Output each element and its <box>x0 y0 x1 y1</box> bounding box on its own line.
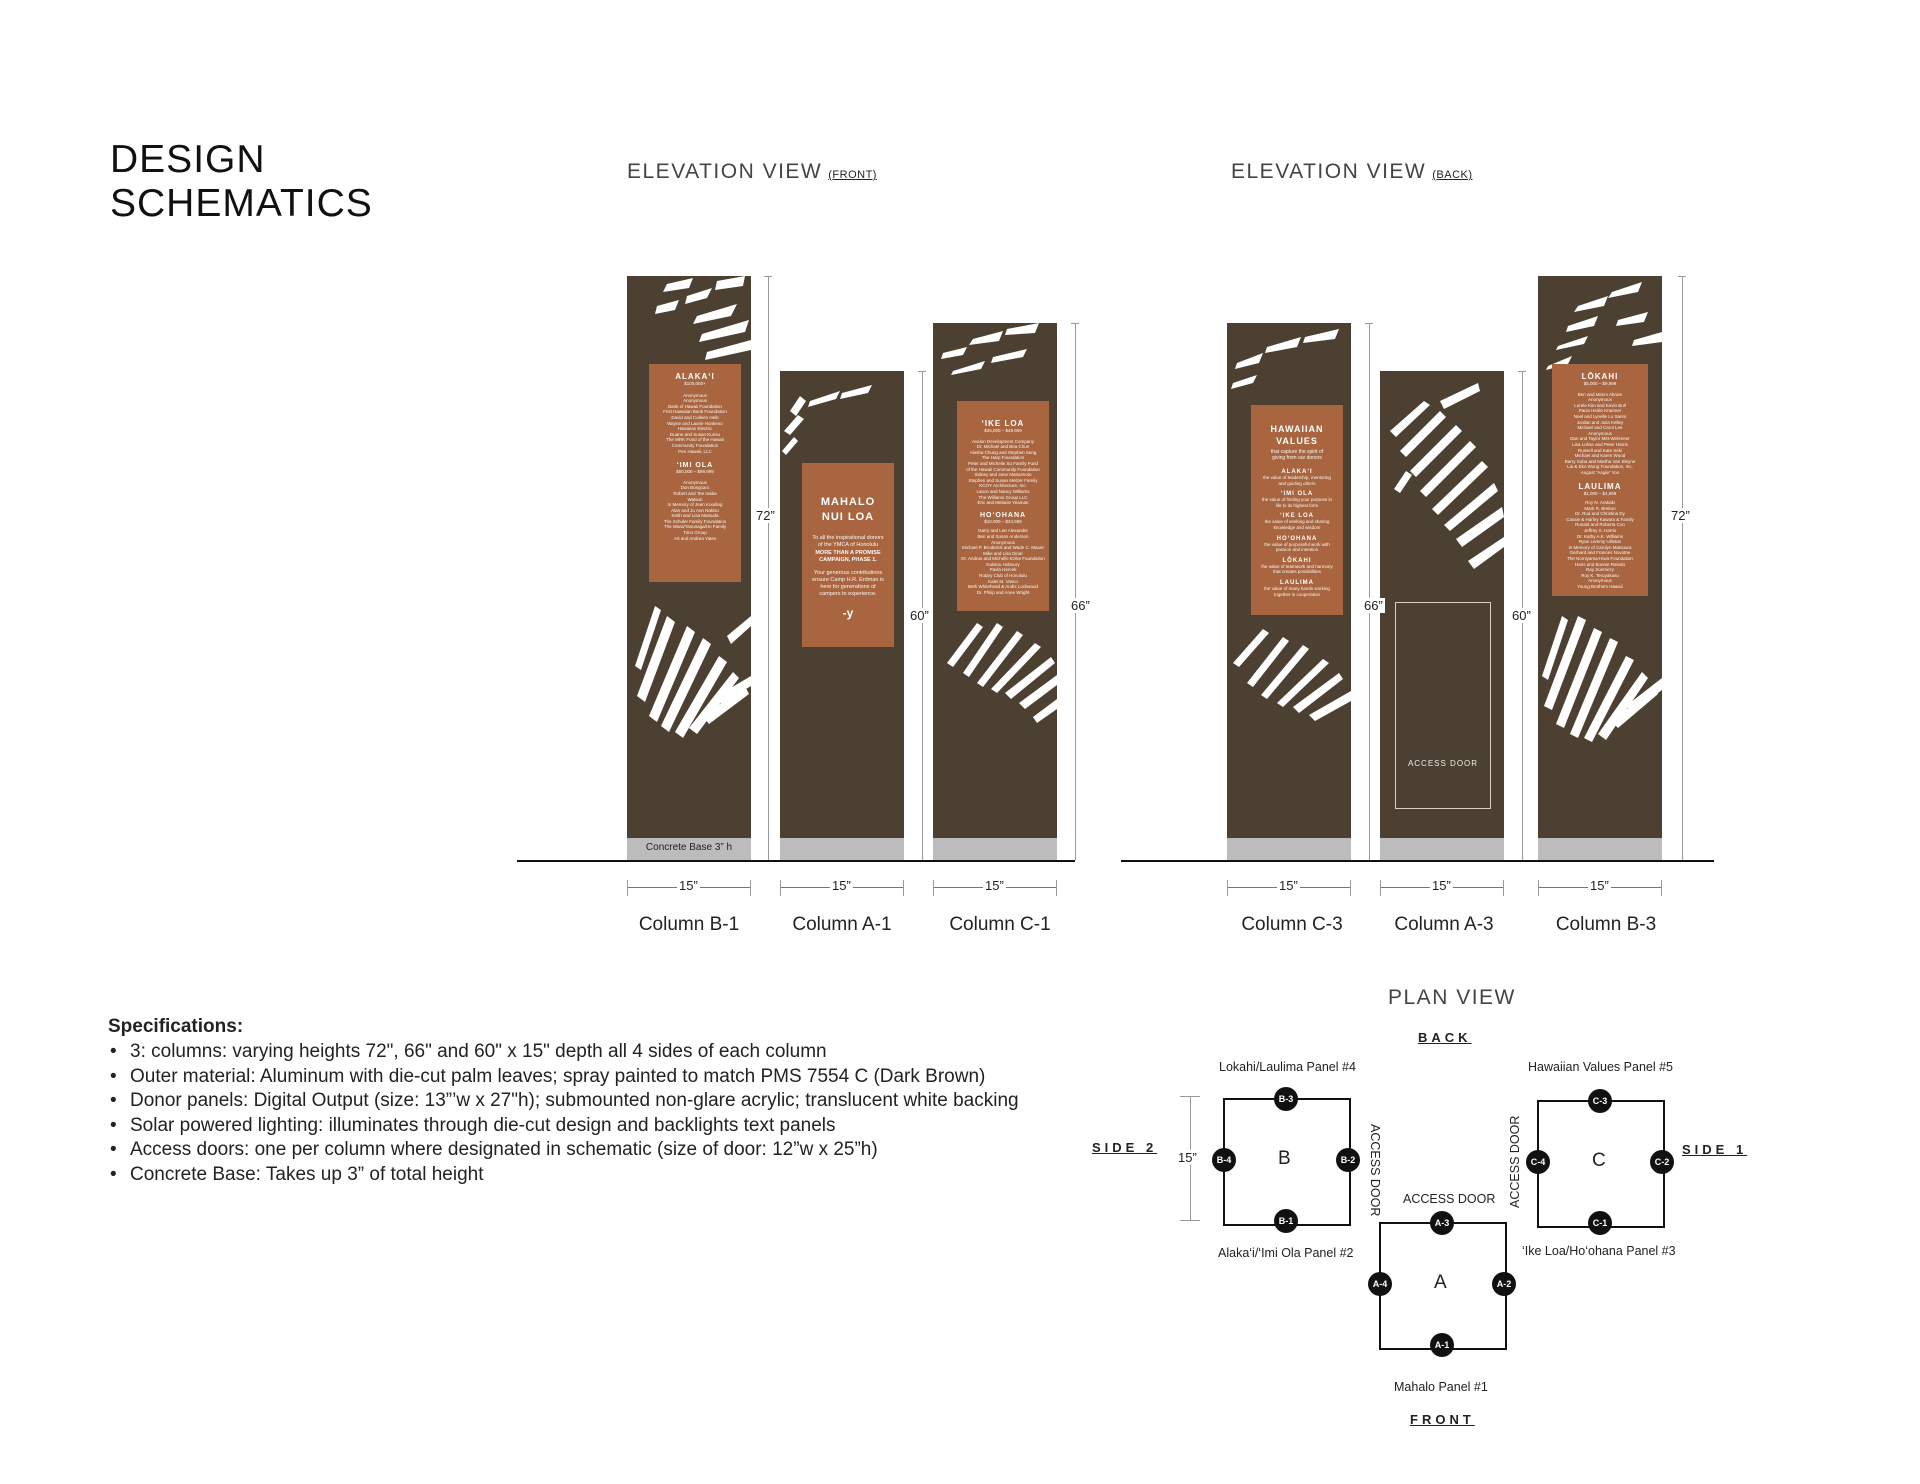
panel-names-ikeloa <box>957 439 1049 506</box>
panel-heading-hawaiian: HAWAIIAN <box>1270 424 1324 434</box>
donor-name: The Wara/Yasunaga/Ho Family <box>663 524 727 530</box>
width-dimension-tick <box>750 880 751 896</box>
height-dimension-tick <box>1365 323 1373 324</box>
donor-name: Ben and Susan Anderson <box>977 533 1029 539</box>
panel-heading-laulima: LAULIMA <box>1578 481 1622 491</box>
donor-name: Rotary Club of Honolulu <box>979 573 1027 579</box>
plan-side1-label: SIDE 1 <box>1682 1142 1748 1157</box>
column-name-c1: Column C-1 <box>949 914 1051 935</box>
value-desc: the value of purposeful work with passion and intention <box>1264 541 1330 553</box>
donor-name: Anonymous <box>1588 578 1612 584</box>
plan-square-a-letter: A <box>1434 1272 1447 1293</box>
width-dimension-tick <box>1503 880 1504 896</box>
panel-names-lokahi <box>1552 392 1648 476</box>
plan-side2-label: SIDE 2 <box>1092 1140 1158 1155</box>
spec-item: • Donor panels: Digital Output (size: 13”’w x 27"h); submounted non-glare acrylic; translucent white backing <box>108 1089 1019 1114</box>
value-desc: the value of teamwork and harmony that creates possibilities <box>1261 563 1333 575</box>
donor-name: The Nomiyama-Hiwa Foundation <box>1567 556 1633 562</box>
donor-name: Anonymous <box>683 392 707 398</box>
width-label-b3: 15” <box>1590 878 1609 893</box>
donor-name: Ben and Mimm Abram <box>1577 391 1623 397</box>
donor-name: Art and Andrea Yates <box>673 535 717 541</box>
specifications-list <box>108 1040 1019 1187</box>
node-b3: B-3 <box>1274 1087 1298 1111</box>
value-desc: the value of many hands working together in cooperation <box>1264 585 1330 597</box>
donor-name: Anonymous <box>991 539 1015 545</box>
donor-name: Ronald and Roberta Coo <box>1575 522 1625 528</box>
donor-name: Young Brothers Hawaii <box>1577 584 1623 589</box>
panel-heading-values: VALUES <box>1276 436 1318 446</box>
donor-name: Anonymous <box>683 479 707 485</box>
donor-name: Anonymous <box>1588 397 1612 403</box>
value-entry-laulima <box>1251 580 1343 597</box>
width-dimension-c3 <box>1227 876 1351 900</box>
donor-name: Watson <box>687 496 703 502</box>
panel-amount-lokahi: $5,000 – $9,999 <box>1583 381 1617 386</box>
front-elevation-title-text: ELEVATION VIEW <box>627 160 823 183</box>
width-dimension-tick <box>1380 880 1381 896</box>
panel-amount-alakai: $100,000+ <box>684 381 706 386</box>
donor-name: Ray Sonmezy <box>1585 567 1614 573</box>
access-door-a3 <box>1395 602 1491 809</box>
column-b3-back <box>1538 276 1662 838</box>
column-b1-front <box>627 276 751 838</box>
donor-name: Pavla Hercek <box>989 567 1017 573</box>
node-c1: C-1 <box>1588 1211 1612 1235</box>
donor-name: Ryan Lemmy Ullistan <box>1578 539 1622 545</box>
column-name-b1: Column B-1 <box>638 914 740 935</box>
plan-view-title: PLAN VIEW <box>1388 986 1516 1009</box>
donor-name: Eric and Melanie Yeaman <box>977 500 1029 506</box>
panel-text-mahalo-1: To all the inspirational donors of the YMCA of Honolulu <box>812 535 884 548</box>
height-dimension-tick <box>1071 323 1079 324</box>
value-name: ‘IMI OLA <box>1280 491 1314 498</box>
ymca-logo: -y <box>842 606 854 620</box>
donor-name: Sidney and Jane Matsumoto <box>974 472 1032 478</box>
page-title-line-1: DESIGN <box>110 138 266 181</box>
node-b2: B-2 <box>1336 1148 1360 1172</box>
node-a1: A-1 <box>1430 1333 1454 1357</box>
donor-name: August “Angie” Yoo <box>1580 469 1620 475</box>
donor-name: The Harp Foundation <box>981 455 1025 461</box>
value-entry-ikeloa <box>1251 513 1343 530</box>
value-desc: the value of finding your purpose in life to its highest form <box>1261 497 1333 508</box>
panel-text-mahalo-campaign: MORE THAN A PROMISE CAMPAIGN, PHASE 1. <box>815 550 881 563</box>
donor-panel-lokahi <box>1552 364 1648 596</box>
plan-access-door-b: ACCESS DOOR <box>1368 1124 1382 1217</box>
donor-name: Timo Group <box>683 530 707 536</box>
spec-item: • Outer material: Aluminum with die-cut palm leaves; spray painted to match PMS 7554 C (Dark Brown) <box>108 1065 1019 1090</box>
panel-values-subtitle: that capture the spirit of giving from our donors <box>1270 449 1324 461</box>
panel-names-alakai <box>649 393 741 455</box>
donor-name: David and Colleen Heib <box>671 414 719 420</box>
concrete-base-a3 <box>1380 838 1504 860</box>
donor-panel-ikeloa <box>957 401 1049 611</box>
donor-panel-hawaiian-values <box>1251 405 1343 615</box>
plan-access-door-a: ACCESS DOOR <box>1403 1192 1496 1206</box>
node-a2: A-2 <box>1492 1272 1516 1296</box>
width-dimension-b1 <box>627 876 751 900</box>
plan-dimension-label: 15” <box>1178 1150 1197 1165</box>
width-dimension-tick <box>1661 880 1662 896</box>
donor-name: Dr. Michael and Bea Chun <box>976 444 1030 450</box>
value-name: ALAKA‘I <box>1281 469 1313 475</box>
donor-name: Lorele Kim and Kevin Bull <box>1574 402 1626 408</box>
donor-panel-alakai <box>649 364 741 582</box>
height-label-b1: 72” <box>756 508 775 523</box>
width-dimension-tick <box>903 880 904 896</box>
width-dimension-tick <box>1227 880 1228 896</box>
donor-name: Garry and Lee Alexander <box>977 528 1029 534</box>
donor-name: Lia & Eko Wong Foundation, Inc. <box>1567 464 1633 470</box>
width-dimension-tick <box>1538 880 1539 896</box>
spec-item: • Access doors: one per column where designated in schematic (size of door: 12”w x 25”h) <box>108 1138 1019 1163</box>
donor-name: Hans and Bonnie Reindo <box>1574 561 1626 567</box>
value-entry-lokahi <box>1251 558 1343 575</box>
node-c2: C-2 <box>1650 1150 1674 1174</box>
donor-name: Pen Hawaii, LLC <box>678 448 712 454</box>
donor-name: Mike and Lisa Dinar <box>983 550 1023 556</box>
panel-text-mahalo-2: Your generous contributions ensure Camp H.R. Erdman is here for generations of campers to experience. <box>812 570 884 597</box>
plan-access-door-c: ACCESS DOOR <box>1508 1115 1522 1208</box>
value-name: LAULIMA <box>1280 579 1314 586</box>
column-c3-back <box>1227 323 1351 838</box>
panel-label-lokahi-laulima: Lokahi/Laulima Panel #4 <box>1219 1060 1356 1074</box>
height-dimension-tick <box>918 371 926 372</box>
donor-name: Dr. Kathy A.K. Williams <box>1576 533 1623 539</box>
column-name-b3: Column B-3 <box>1555 914 1657 935</box>
panel-heading-hoohana: HO‘OHANA <box>979 511 1027 519</box>
column-name-c3: Column C-3 <box>1241 914 1343 935</box>
donor-name: Dr. Philip and Anne Wright <box>976 589 1030 595</box>
node-b1: B-1 <box>1274 1209 1298 1233</box>
donor-name: Dr. Rod and Christina Dy <box>1575 511 1625 517</box>
width-label-a3: 15” <box>1432 878 1451 893</box>
donor-name: Jeffrey S. Harris <box>1583 528 1617 534</box>
donor-name: Mark R. Brekon <box>1584 505 1616 511</box>
donor-name: Dr. Andrus and Michelle Ezike Foundation <box>961 556 1045 562</box>
value-name: HO‘OHANA <box>1276 535 1318 542</box>
height-dimension-tick <box>764 276 772 277</box>
donor-name: In Memory of Jean Kooding <box>667 502 723 508</box>
panel-label-ikeloa-hoohana: ‘Ike Loa/Ho‘ohana Panel #3 <box>1522 1244 1676 1258</box>
front-elevation-title <box>627 160 877 184</box>
width-label-a1: 15” <box>832 878 851 893</box>
panel-names-hoohana <box>957 528 1049 595</box>
page-title <box>110 138 373 226</box>
panel-label-alakai-imiola: Alaka‘i/‘Imi Ola Panel #2 <box>1218 1246 1354 1260</box>
column-c1-front <box>933 323 1057 838</box>
panel-label-mahalo: Mahalo Panel #1 <box>1394 1380 1488 1394</box>
donor-name: Roy K. Teruyakasu <box>1581 572 1619 578</box>
plan-dimension-tick <box>1180 1220 1200 1221</box>
height-label-b3: 72” <box>1671 508 1690 523</box>
height-label-a1: 60” <box>910 608 929 623</box>
donor-name: Roy N. Arakaki <box>1585 500 1615 506</box>
donor-name: Cassie & Harley Kawara & Family <box>1566 516 1634 522</box>
donor-name: Michael P. Broderick and Wade C. Mauer <box>961 545 1045 551</box>
page-title-line-2: SCHEMATICS <box>110 182 373 225</box>
donor-name: Duane and Susan Kurisu <box>669 431 721 437</box>
node-a3: A-3 <box>1430 1211 1454 1235</box>
width-dimension-a1 <box>780 876 904 900</box>
height-label-c3: 66” <box>1364 598 1383 613</box>
donor-name: Michael and Carol Lee <box>1577 425 1623 431</box>
width-dimension-tick <box>1350 880 1351 896</box>
panel-heading-lokahi: LŌKAHI <box>1581 372 1619 381</box>
panel-heading-alakai: ALAKA‘I <box>675 372 715 381</box>
donor-name: KCOY Architecture, Inc. <box>979 483 1027 489</box>
panel-amount-hoohana: $10,000 – $24,999 <box>984 518 1022 524</box>
donor-name: Alasha Chung and Stephen Sung <box>969 449 1037 455</box>
concrete-base-a1 <box>780 838 904 860</box>
plan-square-c-letter: C <box>1592 1150 1606 1171</box>
panel-amount-imiola: $50,000 – $99,999 <box>676 469 714 475</box>
width-dimension-tick <box>1056 880 1057 896</box>
value-entry-alakai <box>1251 469 1343 486</box>
concrete-base-b1 <box>627 838 751 860</box>
donor-name: Bank of Hawaii Foundation <box>668 403 722 409</box>
donor-name: Russell and Kate Seki <box>1577 447 1623 453</box>
donor-name: Robert and Tee Inaba <box>673 490 717 496</box>
concrete-base-b3 <box>1538 838 1662 860</box>
node-a4: A-4 <box>1368 1272 1392 1296</box>
column-name-a1: Column A-1 <box>792 914 892 935</box>
donor-name: Don Bongcaro <box>680 485 710 491</box>
value-name: ‘IKE LOA <box>1279 513 1314 520</box>
value-entry-imiola <box>1251 491 1343 508</box>
panel-heading-mahalo: MAHALO <box>820 496 876 508</box>
donor-name: The Schuler Family Foundation <box>663 518 727 524</box>
panel-amount-ikeloa: $25,000 – $49,999 <box>984 428 1022 433</box>
width-label-c1: 15” <box>985 878 1004 893</box>
width-dimension-tick <box>627 880 628 896</box>
node-c3: C-3 <box>1588 1089 1612 1113</box>
plan-front-label: FRONT <box>1410 1412 1475 1427</box>
spec-item: • 3: columns: varying heights 72", 66" and 60" x 15" depth all 4 sides of each column <box>108 1040 1019 1065</box>
plan-dimension-tick <box>1180 1096 1200 1097</box>
donor-name: Peter and Michelle So Family Fund <box>967 460 1039 466</box>
height-dimension-line-b1 <box>768 276 769 860</box>
donor-name: Community Foundation <box>671 442 719 448</box>
panel-heading-imiola: ‘IMI OLA <box>676 462 714 470</box>
donor-name: Kalei M. Vasco <box>988 578 1018 584</box>
panel-names-laulima <box>1552 500 1648 590</box>
front-elevation-subtitle: (FRONT) <box>828 169 877 181</box>
donor-name: Noel and Lynelle Lo Sarim <box>1573 413 1627 419</box>
donor-name: Gerhard and Frances Novotne <box>1569 550 1631 556</box>
panel-label-hawaiian-values: Hawaiian Values Panel #5 <box>1528 1060 1674 1074</box>
donor-name: of the Hawaii Community Foundation <box>966 466 1040 472</box>
donor-name: In Memory of Carolyn Matsuura <box>1568 544 1632 550</box>
concrete-base-label: Concrete Base 3” h <box>645 842 733 853</box>
donor-name: Avalon Development Company <box>972 438 1034 444</box>
plan-back-label: BACK <box>1418 1030 1472 1045</box>
width-dimension-b3 <box>1538 876 1662 900</box>
concrete-base-c1 <box>933 838 1057 860</box>
height-dimension-tick <box>1518 371 1526 372</box>
donor-name: Barry Suba and Martha Van Sleyne <box>1564 458 1636 464</box>
column-a3-back <box>1380 371 1504 838</box>
height-label-c1: 66” <box>1071 598 1090 613</box>
donor-name: Jordan and Julia Kelley <box>1576 419 1624 425</box>
column-name-a3: Column A-3 <box>1394 914 1494 935</box>
donor-name: Keith and Lisa Matsuda <box>671 513 719 519</box>
concrete-base-c3 <box>1227 838 1351 860</box>
panel-names-imiola <box>649 480 741 542</box>
specifications-heading: Specifications: <box>108 1016 244 1037</box>
panel-amount-laulima: $1,000 – $4,999 <box>1583 490 1617 496</box>
back-elevation-subtitle: (BACK) <box>1432 169 1473 181</box>
panel-heading-ikeloa: ‘IKE LOA <box>981 419 1025 428</box>
back-elevation-title-text: ELEVATION VIEW <box>1231 160 1427 183</box>
donor-name: Hawaiian Electric <box>677 426 713 432</box>
donor-name: Beth Whitehead & Andis Lockwood <box>967 584 1039 590</box>
height-dimension-line-c1 <box>1075 323 1076 860</box>
height-label-a3: 60” <box>1512 608 1531 623</box>
donor-name: Anonymous <box>683 398 707 404</box>
plan-square-b-letter: B <box>1278 1148 1291 1169</box>
donor-name: Stephen and Susan Metzer Family <box>968 477 1038 483</box>
donor-name: Dan and Taylor Mitt-Wehmeer <box>1570 436 1630 442</box>
donor-name: Lance and Nancy Williams <box>976 488 1030 494</box>
donor-name: Pacia Heide Kraemer <box>1578 408 1622 414</box>
width-label-c3: 15” <box>1279 878 1298 893</box>
donor-name: Wayne and Laurie Honkeno <box>667 420 723 426</box>
donor-name: Lisa Lohse and Peter Harris <box>1572 441 1628 447</box>
height-dimension-line-b3 <box>1682 276 1683 860</box>
height-dimension-line-c3 <box>1369 323 1370 860</box>
width-dimension-c1 <box>933 876 1057 900</box>
donor-name: Kalolou Hoboury <box>986 561 1020 567</box>
spec-item: • Solar powered lighting: illuminates through die-cut design and backlights text panels <box>108 1114 1019 1139</box>
column-a1-front <box>780 371 904 838</box>
value-entry-hoohana <box>1251 536 1343 553</box>
node-b4: B-4 <box>1212 1148 1236 1172</box>
width-label-b1: 15” <box>679 878 698 893</box>
width-dimension-a3 <box>1380 876 1504 900</box>
value-desc: the value of leadership, mentoring and guiding others <box>1263 475 1331 486</box>
donor-name: The MRK Fund of the Hawaii <box>666 437 724 443</box>
node-c4: C-4 <box>1526 1150 1550 1174</box>
donor-panel-mahalo <box>802 463 894 647</box>
value-desc: the value of seeking and sharing knowledge and wisdom <box>1264 519 1330 530</box>
donor-name: First Hawaiian Bank Foundation <box>663 409 727 415</box>
width-dimension-tick <box>780 880 781 896</box>
width-dimension-tick <box>933 880 934 896</box>
value-name: LŌKAHI <box>1282 557 1312 564</box>
height-dimension-tick <box>1678 276 1686 277</box>
back-elevation-title <box>1231 160 1473 184</box>
spec-item: • Concrete Base: Takes up 3” of total height <box>108 1163 1019 1188</box>
donor-name: Alan and Jo Ann Nakiso <box>671 507 719 513</box>
back-ground-line <box>1121 860 1714 862</box>
donor-name: Michael and Karen Wood <box>1574 453 1626 459</box>
front-ground-line <box>517 860 1075 862</box>
donor-name: Anonymous <box>1588 430 1612 436</box>
access-door-label: ACCESS DOOR <box>1407 759 1479 768</box>
donor-name: The Williams Group LLC <box>978 494 1028 500</box>
panel-heading-nui-loa: NUI LOA <box>821 511 875 523</box>
